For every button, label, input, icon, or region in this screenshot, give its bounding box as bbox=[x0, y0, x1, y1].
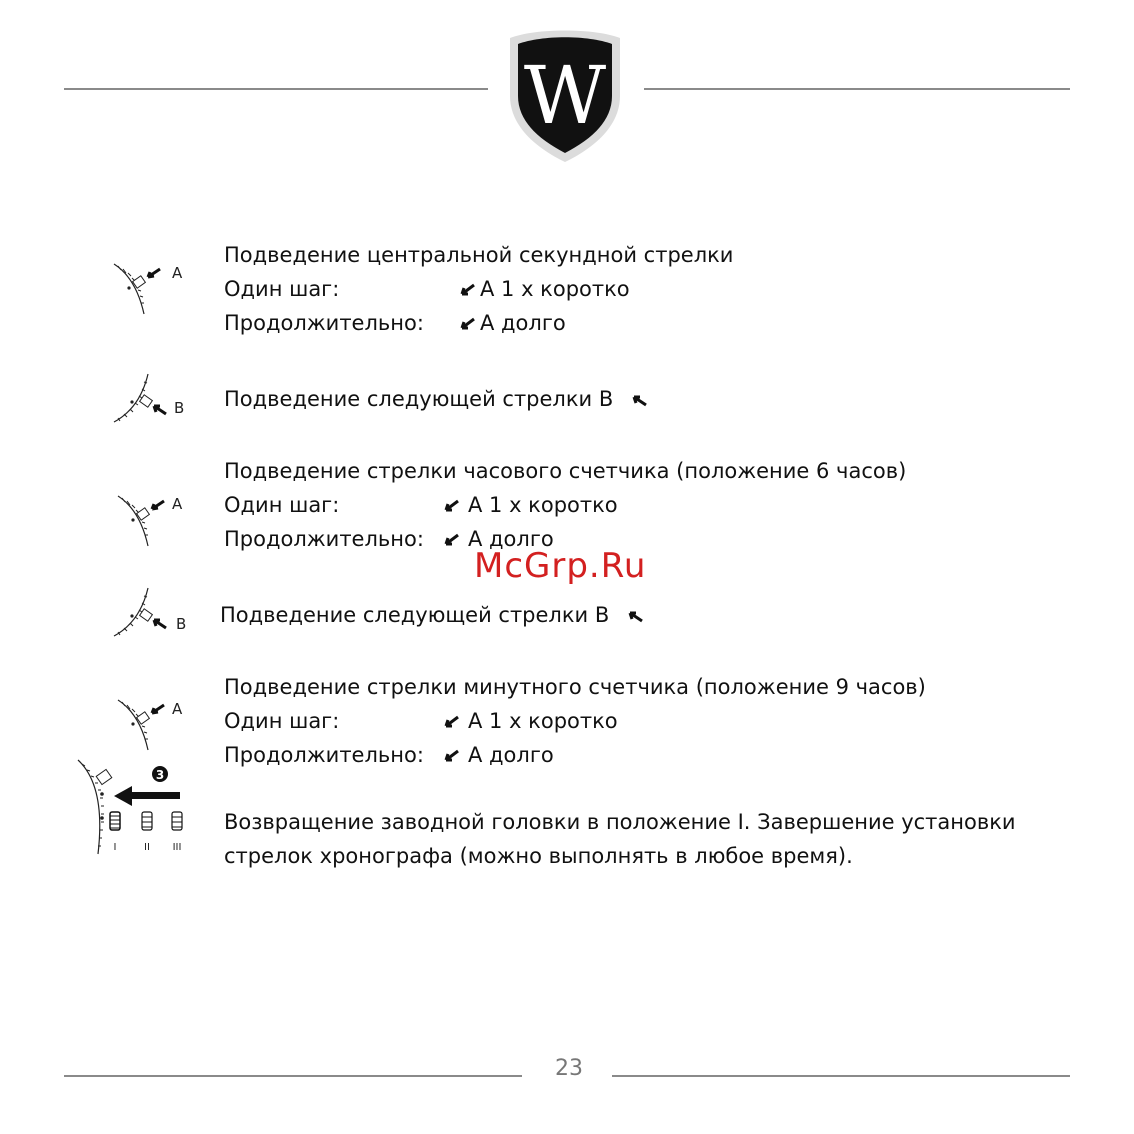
press-arrow-icon bbox=[442, 749, 460, 763]
pusher-label: B bbox=[174, 399, 185, 417]
position-label-1: I bbox=[113, 842, 117, 853]
position-label-3: III bbox=[172, 842, 182, 853]
pusher-label: A bbox=[172, 264, 183, 282]
continuous-action bbox=[442, 742, 554, 768]
section-title: Подведение стрелки минутного счетчика (положение 9 часов) bbox=[224, 675, 926, 699]
continuous-action-text: A долго bbox=[468, 743, 554, 767]
page-number: 23 bbox=[555, 1056, 583, 1081]
section-title: Подведение стрелки часового счетчика (положение 6 часов) bbox=[224, 459, 907, 483]
continuous-action bbox=[458, 310, 566, 336]
footer-rule-right bbox=[612, 1075, 1070, 1077]
step-label: Один шаг: bbox=[224, 277, 340, 301]
section-title bbox=[220, 602, 648, 628]
brand-logo bbox=[506, 26, 624, 164]
section-title-text: Подведение следующей стрелки B bbox=[224, 387, 614, 411]
pusher-a-icon bbox=[108, 692, 198, 752]
final-text-line-2: стрелок хронографа (можно выполнять в любое время). bbox=[224, 844, 853, 868]
header-rule-right bbox=[644, 88, 1070, 90]
press-arrow-icon bbox=[630, 393, 648, 407]
continuous-action-text: A долго bbox=[468, 527, 554, 551]
step-action-text: A 1 x коротко bbox=[468, 493, 618, 517]
footer-rule-left bbox=[64, 1075, 522, 1077]
press-arrow-icon bbox=[442, 533, 460, 547]
continuous-label: Продолжительно: bbox=[224, 311, 424, 335]
step-action bbox=[442, 708, 618, 734]
position-label-2: II bbox=[144, 842, 150, 853]
step-number: 3 bbox=[155, 768, 165, 782]
press-arrow-icon bbox=[458, 283, 476, 297]
press-arrow-icon bbox=[458, 317, 476, 331]
step-action bbox=[442, 492, 618, 518]
step-label: Один шаг: bbox=[224, 709, 340, 733]
section-title-text: Подведение следующей стрелки B bbox=[220, 603, 610, 627]
pusher-label: B bbox=[176, 615, 187, 633]
final-text-line-1: Возвращение заводной головки в положение I. Завершение установки bbox=[224, 810, 1016, 834]
pusher-b-icon bbox=[108, 372, 198, 432]
section-title: Подведение центральной секундной стрелки bbox=[224, 243, 734, 267]
watermark: McGrp.Ru bbox=[474, 546, 647, 586]
header-rule-left bbox=[64, 88, 488, 90]
press-arrow-icon bbox=[442, 715, 460, 729]
step-action-text: A 1 x коротко bbox=[480, 277, 630, 301]
step-action bbox=[458, 276, 630, 302]
section-title bbox=[224, 386, 652, 412]
pusher-label: A bbox=[172, 495, 183, 513]
continuous-action-text: A долго bbox=[480, 311, 566, 335]
continuous-label: Продолжительно: bbox=[224, 527, 424, 551]
continuous-label: Продолжительно: bbox=[224, 743, 424, 767]
pusher-label: A bbox=[172, 700, 183, 718]
press-arrow-icon bbox=[442, 499, 460, 513]
pusher-a-icon bbox=[108, 488, 198, 548]
pusher-a-icon bbox=[104, 256, 194, 316]
logo-letter: W bbox=[523, 49, 607, 142]
pusher-b-icon bbox=[108, 586, 198, 646]
step-action-text: A 1 x коротко bbox=[468, 709, 618, 733]
crown-position-diagram bbox=[72, 756, 192, 858]
press-arrow-icon bbox=[626, 609, 644, 623]
step-label: Один шаг: bbox=[224, 493, 340, 517]
